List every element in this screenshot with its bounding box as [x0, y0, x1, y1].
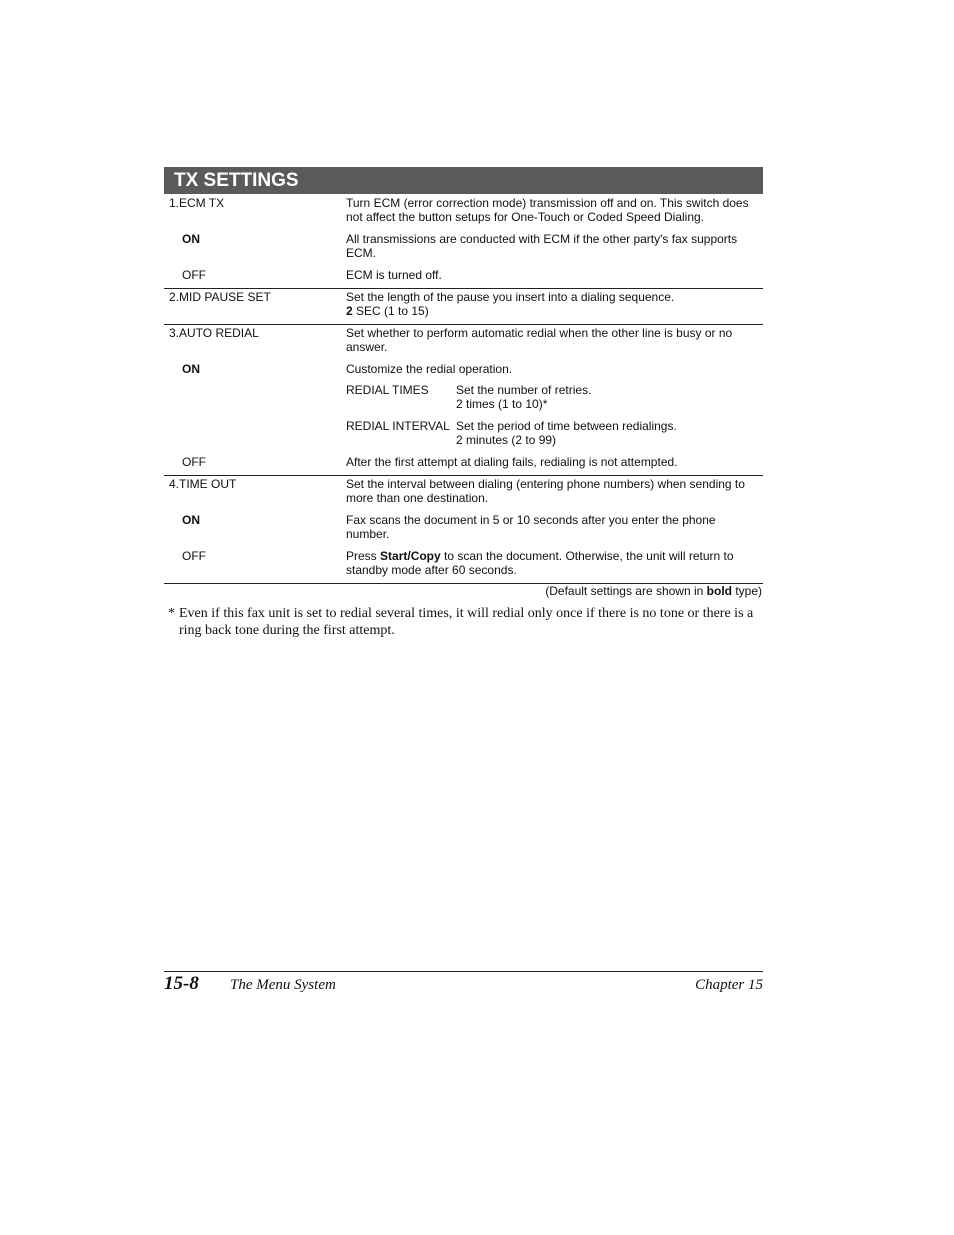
setting-description: Set whether to perform automatic redial when the other line is busy or no — [346, 326, 733, 340]
option-label: ON — [182, 232, 200, 246]
option-description: After the first attempt at dialing fails, redialing is not attempted. — [346, 455, 678, 469]
setting-description: Set the length of the pause you insert into a dialing sequence. — [346, 290, 675, 304]
option-description: Customize the redial operation. — [346, 362, 513, 376]
footnote-mark: * — [168, 606, 175, 621]
sub-option-description: Set the period of time between redialings. — [456, 419, 677, 433]
footer-rule — [164, 971, 763, 972]
option-label: OFF — [182, 268, 206, 282]
option-label: ON — [182, 513, 200, 527]
text: Press — [346, 549, 381, 563]
text: to scan the document. Otherwise, the unit will return to — [440, 549, 734, 563]
setting-description: answer. — [346, 340, 388, 354]
default-value: 2 — [346, 304, 353, 318]
setting-label: 4.TIME OUT — [169, 477, 237, 491]
option-label: OFF — [182, 455, 206, 469]
sub-option-label: REDIAL TIMES — [346, 383, 429, 397]
row-divider — [164, 324, 763, 325]
footnote-text: Even if this fax unit is set to redial several times, it will redial only once if there is no tone or there is a ring back tone during the first attempt. — [179, 606, 754, 638]
sub-option-label: REDIAL INTERVAL — [346, 419, 450, 433]
option-description: standby mode after 60 seconds. — [346, 563, 517, 577]
button-name: Start/Copy — [380, 549, 441, 563]
option-description — [346, 549, 734, 563]
setting-label: 3.AUTO REDIAL — [169, 326, 259, 340]
setting-label: 2.MID PAUSE SET — [169, 290, 271, 304]
option-label: ON — [182, 362, 200, 376]
option-description: number. — [346, 527, 390, 541]
sub-option-default: 2 times (1 to 10)* — [456, 397, 548, 411]
page-number: 15-8 — [164, 973, 199, 994]
defaults-note — [545, 584, 762, 598]
setting-description: Set the interval between dialing (entering phone numbers) when sending to — [346, 477, 745, 491]
row-divider — [164, 475, 763, 476]
text-bold: bold — [706, 584, 732, 598]
option-description: Fax scans the document in 5 or 10 seconds after you enter the phone — [346, 513, 716, 527]
option-label: OFF — [182, 549, 206, 563]
section-title: TX SETTINGS — [164, 167, 763, 194]
option-description: ECM. — [346, 246, 376, 260]
sub-option-default: 2 minutes (2 to 99) — [456, 433, 557, 447]
row-divider — [164, 288, 763, 289]
default-range: SEC (1 to 15) — [352, 304, 429, 318]
option-description: ECM is turned off. — [346, 268, 442, 282]
setting-description: not affect the button setups for One-Touch or Coded Speed Dialing. — [346, 210, 705, 224]
setting-description: Turn ECM (error correction mode) transmission off and on. This switch does — [346, 196, 749, 210]
setting-label: 1.ECM TX — [169, 196, 225, 210]
sub-option-description: Set the number of retries. — [456, 383, 592, 397]
running-head-chapter: Chapter 15 — [695, 977, 763, 993]
text: type) — [731, 584, 762, 598]
setting-description: more than one destination. — [346, 491, 489, 505]
setting-default — [346, 304, 429, 318]
running-head-section: The Menu System — [230, 977, 336, 993]
text: (Default settings are shown in — [545, 584, 707, 598]
option-description: All transmissions are conducted with ECM if the other party's fax supports — [346, 232, 738, 246]
